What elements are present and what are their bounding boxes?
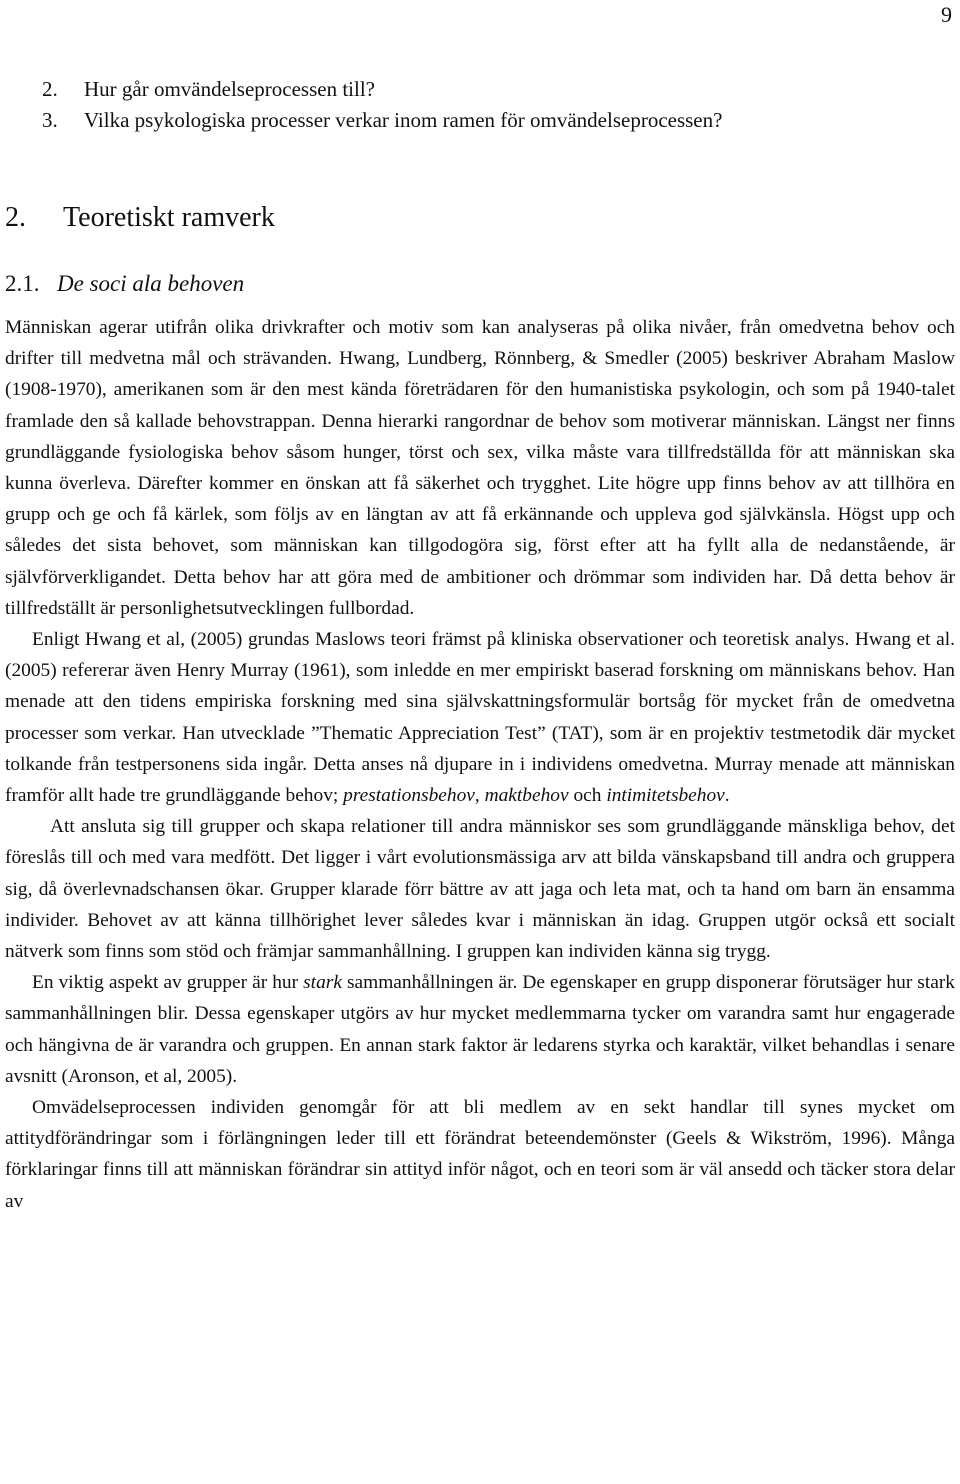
paragraph: Människan agerar utifrån olika drivkrafter och motiv som kan analyseras på olika nivåer, från omedvetna behov och drifter till medvetna mål och strävanden. Hwang, Lundberg, Rönnberg, & Smedler (2005) beskriver Abraham Maslow (1908-1970), amerikanen som är den mest kända företrädaren för den humanistiska psykologin, och som på 1940-talet framlade den så kallade behovstrappan. Denna hierarki rangordnar de behov som motiverar människan. Längst ner finns grundläggande fysiologiska behov såsom hunger, törst och sex, vilka måste vara tillfredställda för att människan ska kunna överleva. Därefter kommer en önskan att få säkerhet och trygghet. Lite högre upp finns behov av att tillhöra en grupp och ge och få kärlek, som följs av en längtan av att få erkännande och uppleva god självkänsla. Högst upp och således det sista behovet, som människan kan tillgodogöra sig, först efter att ha fyllt alla de nedanstående, är självförverkligandet. Detta behov har att göra med de ambitioner och drömmar som individen har. Då detta behov är tillfredställt är personlighetsutvecklingen fullbordad. [5,317,955,619]
emphasized-term: intimitetsbehov [606,785,725,807]
paragraph-text: En viktig aspekt av grupper är hur [32,972,304,994]
section-title: Teoretiskt ramverk [63,202,275,233]
paragraph [5,624,955,811]
emphasized-term: prestationsbehov [343,785,475,807]
subsection-heading [5,268,244,300]
separator-text: och [568,785,607,807]
list-item-number: 3. [42,108,58,132]
paragraph-end: . [724,785,730,807]
list-item-text: Vilka psykologiska processer verkar inom ramen för omvändelseprocessen? [84,108,723,132]
paragraph: Omvädelseprocessen individen genomgår för att bli medlem av en sekt handlar till synes mycket om attitydförändringar som i förlängningen leder till ett förändrat beteendemönster (Geels & Wikström, 1996). Många förklaringar finns till att människan förändrar sin attityd inför något, och en teori som är väl ansedd och täcker stora delar av [5,1097,955,1212]
research-questions-list [42,74,722,136]
body-text [5,312,955,1217]
list-item [42,105,722,136]
paragraph-text: Enligt Hwang et al, (2005) grundas Maslows teori främst på kliniska observationer och teoretisk analys. Hwang et al. (2005) refererar även Henry Murray (1961), som inledde en mer empiriskt baserad forskning om människans behov. Han menade att den tidens empiriska forskning med sina självskattningsformulär bortsåg för mycket från de omedvetna processer som verkar. Han utvecklade ”Thematic Appreciation Test” (TAT), som är en projektiv testmetodik där mycket tolkande från testpersonens sida ingår. Detta anses nå djupare in i individens omedvetna. Murray menade att människan framför allt hade tre grundläggande behov; [5,629,955,807]
list-item-number: 2. [42,77,58,101]
list-item-text: Hur går omvändelseprocessen till? [84,77,375,101]
section-heading [5,200,275,236]
emphasized-term: maktbehov [484,785,569,807]
page-number: 9 [941,2,952,27]
subsection-number: 2.1. [5,271,40,296]
paragraph-text: sammanhållningen är. De egenskaper en grupp disponerar förutsäger hur stark sammanhållningen blir. Dessa egenskaper utgörs av hur mycket medlemmarna tycker om varandra samt hur engagerade och hängivna de är varandra och gruppen. En annan stark faktor är ledarens styrka och karaktär, vilket behandlas i senare avsnitt (Aronson, et al, 2005). [5,972,956,1087]
subsection-title: De soci ala behoven [57,271,245,296]
separator-text: , [474,785,485,807]
list-item [42,74,722,105]
paragraph [5,967,955,1092]
emphasized-term: stark [303,972,342,994]
paragraph: Att ansluta sig till grupper och skapa relationer till andra människor ses som grundläggande mänskliga behov, det föreslås till och med vara medfött. Det ligger i vårt evolutionsmässiga arv att bilda vänskapsband till andra och gruppera sig, då överlevnadschansen ökar. Grupper klarade förr bättre av att jaga och leta mat, och ta hand om barn än ensamma individer. Behovet av att känna tillhörighet lever således kvar i människan än idag. Gruppen utgör också ett socialt nätverk som finns som stöd och främjar sammanhållning. I gruppen kan individen känna sig trygg. [5,816,955,963]
section-number: 2. [5,202,26,233]
